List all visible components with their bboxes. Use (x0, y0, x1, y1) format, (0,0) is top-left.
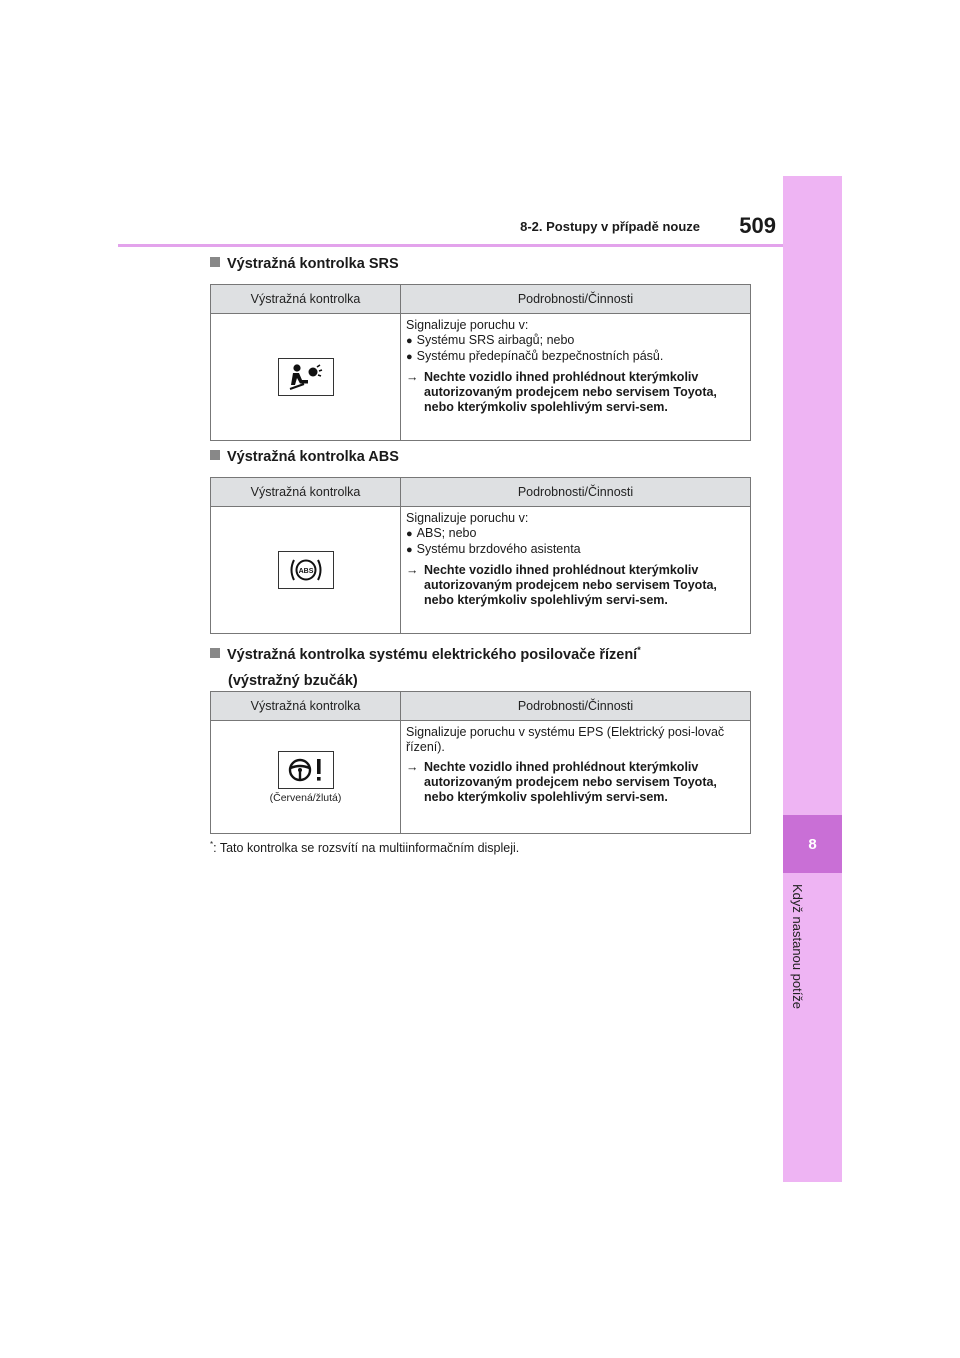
srs-intro: Signalizuje poruchu v: (406, 318, 529, 332)
column-header-details: Podrobnosti/Činnosti (401, 478, 751, 507)
eps-details (401, 721, 751, 834)
abs-heading: Výstražná kontrolka ABS (210, 446, 399, 468)
list-item: ● Systému SRS airbagů; nebo (406, 333, 744, 349)
eps-intro: Signalizuje poruchu v systému EPS (Elektrický posi-lovač řízení). (406, 725, 725, 754)
column-header-details: Podrobnosti/Činnosti (401, 285, 751, 314)
srs-table (210, 284, 751, 441)
arrow-icon: → (406, 370, 419, 384)
heading-square-icon (210, 648, 220, 658)
header-divider (118, 244, 783, 247)
power-steering-warning-icon (278, 751, 334, 789)
page-number: 509 (739, 213, 776, 238)
arrow-icon: → (406, 563, 419, 577)
eps-icon-cell (211, 721, 401, 834)
column-header-indicator: Výstražná kontrolka (211, 285, 401, 314)
airbag-warning-icon (278, 358, 334, 396)
heading-square-icon (210, 257, 220, 267)
chapter-label: Když nastanou potíže (790, 884, 805, 1010)
list-item: ● Systému brzdového asistenta (406, 542, 744, 558)
svg-text:ABS: ABS (298, 568, 313, 575)
heading-square-icon (210, 450, 220, 460)
footnote: *: Tato kontrolka se rozsvítí na multiinformačním displeji. (210, 840, 520, 856)
icon-color-caption: (Červená/žlutá) (269, 791, 342, 804)
section-title: 8-2. Postupy v případě nouze (520, 219, 700, 234)
list-item: ● ABS; nebo (406, 526, 744, 542)
srs-action: → Nechte vozidlo ihned prohlédnout kterýmkoliv autorizovaným prodejcem nebo servisem Toyota, nebo kterýmkoliv spolehlivým servi-sem. (406, 370, 717, 414)
abs-action: → Nechte vozidlo ihned prohlédnout kterýmkoliv autorizovaným prodejcem nebo servisem Toyota, nebo kterýmkoliv spolehlivým servi-sem. (406, 563, 717, 607)
eps-heading: Výstražná kontrolka systému elektrického posilovače řízení* (výstražný bzučák) (210, 639, 641, 692)
footnote-mark: * (637, 645, 641, 655)
abs-icon-cell (211, 507, 401, 634)
srs-details (401, 314, 751, 441)
srs-heading: Výstražná kontrolka SRS (210, 253, 399, 275)
chapter-number: 8 (783, 815, 842, 873)
eps-table (210, 691, 751, 834)
abs-table (210, 477, 751, 634)
abs-details (401, 507, 751, 634)
list-item: ● Systému předepínačů bezpečnostních pásů. (406, 349, 744, 365)
arrow-icon: → (406, 760, 419, 774)
srs-icon-cell (211, 314, 401, 441)
footnote-mark: * (210, 840, 214, 849)
column-header-details: Podrobnosti/Činnosti (401, 692, 751, 721)
eps-heading-subtitle: (výstražný bzučák) (228, 672, 358, 689)
column-header-indicator: Výstražná kontrolka (211, 478, 401, 507)
abs-intro: Signalizuje poruchu v: (406, 511, 529, 525)
abs-warning-icon (278, 551, 334, 589)
column-header-indicator: Výstražná kontrolka (211, 692, 401, 721)
eps-action: → Nechte vozidlo ihned prohlédnout kterýmkoliv autorizovaným prodejcem nebo servisem Toyota, nebo kterýmkoliv spolehlivým servi-sem. (406, 760, 717, 804)
